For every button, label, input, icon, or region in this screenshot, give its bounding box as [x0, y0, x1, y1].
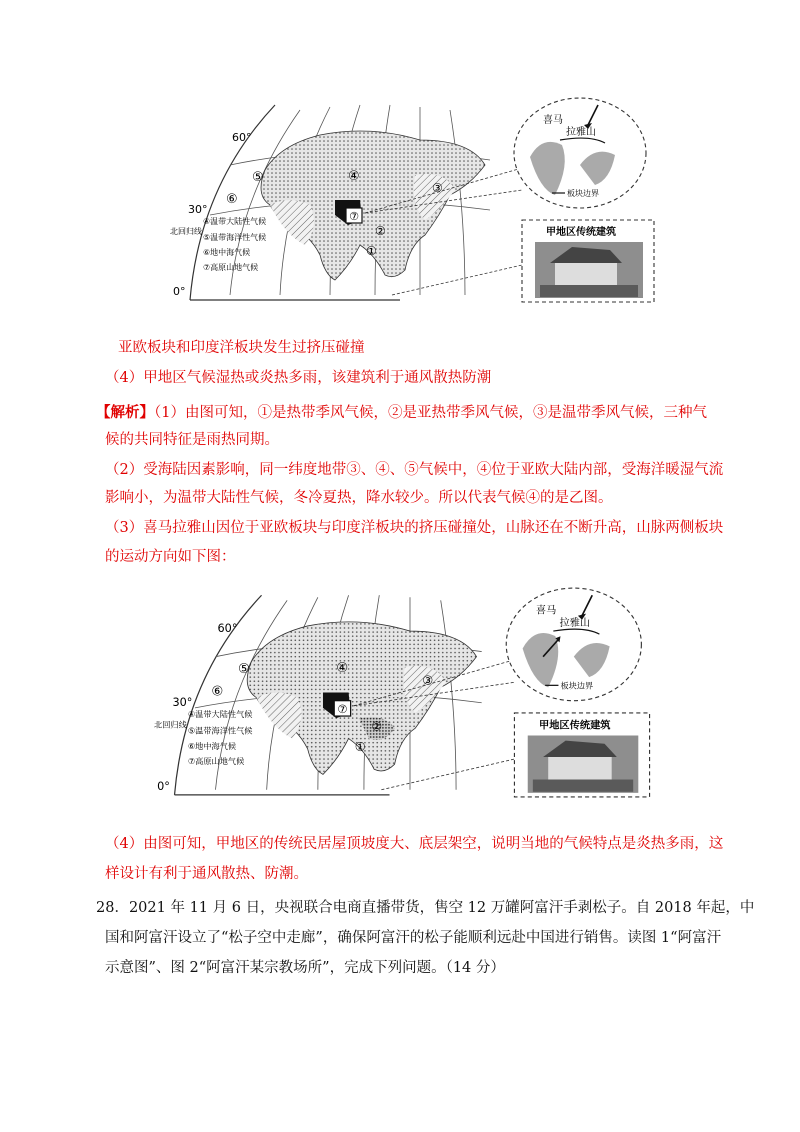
- house-ground-2: [533, 780, 633, 792]
- zone-2-label: ②: [375, 224, 386, 238]
- lat-0-label-2: 0°: [157, 779, 170, 793]
- question-28-line3: 示意图”、图 2“阿富汗某宗教场所”，完成下列问题。（14 分）: [105, 960, 505, 976]
- lat-30-label-2: 30°: [172, 695, 193, 709]
- zone-1-label-2: ①: [354, 739, 366, 754]
- legend-item-6: ⑥地中海气候: [203, 248, 251, 257]
- zone-7-label: ⑦: [349, 210, 359, 223]
- analysis-3a: （3）喜马拉雅山因位于亚欧板块与印度洋板块的挤压碰撞处，山脉还在不断升高，山脉两侧板块: [105, 520, 724, 536]
- legend-item-4-2: ④温带大陆性气候: [187, 709, 253, 720]
- inset-legend-label: 板块边界: [567, 189, 599, 198]
- zone-4-label-2: ④: [336, 661, 349, 677]
- analysis-1a-text: （1）由图可知，①是热带季风气候，②是亚热带季风气候，③是温带季风气候，三种气: [154, 405, 707, 421]
- zone-5-label: ⑤: [252, 170, 264, 185]
- zone-6-label-2: ⑥: [211, 684, 224, 700]
- inset-mountain-label-b: 拉雅山: [566, 127, 596, 138]
- photo-title-2: 甲地区传统建筑: [539, 720, 611, 732]
- eurasia-climate-figure-2: [145, 585, 675, 800]
- western-zone-2: [256, 693, 301, 739]
- lat-60-label-2: 60°: [217, 622, 238, 636]
- analysis-1b: 候的共同特征是雨热同期。: [105, 432, 279, 448]
- zone-7-label-2: ⑦: [337, 702, 348, 716]
- climate-legend: [203, 216, 266, 272]
- house-body-2: [548, 757, 611, 780]
- western-zone: [270, 200, 314, 245]
- house-body: [555, 263, 617, 285]
- figure-svg-2: [145, 585, 675, 800]
- zone-3-label-2: ③: [422, 673, 434, 688]
- figure-svg: [170, 95, 670, 305]
- answer-3-cont: 亚欧板块和印度洋板块发生过挤压碰撞: [118, 340, 365, 356]
- legend-item-5: ⑤温带海洋性气候: [203, 233, 267, 242]
- zone-2-label-2: ②: [371, 719, 383, 734]
- tropic-label-2: 北回归线: [154, 719, 187, 730]
- legend-item-7: ⑦高原山地气候: [203, 263, 259, 272]
- analysis-3b: 的运动方向如下图：: [105, 549, 236, 565]
- question-28-line2: 国和阿富汗设立了“松子空中走廊”，确保阿富汗的松子能顺利远赴中国进行销售。读图 1“阿富汗: [105, 930, 722, 946]
- photo-title: 甲地区传统建筑: [546, 227, 616, 238]
- lat-0-label: 0°: [173, 285, 186, 298]
- legend-item-4: ④温带大陆性气候: [203, 217, 267, 226]
- zone-5-label-2: ⑤: [238, 662, 250, 678]
- zone-3-label: ③: [432, 181, 443, 195]
- tropic-label: 北回归线: [170, 227, 202, 236]
- inset-mountain-label-b-2: 拉雅山: [559, 617, 591, 629]
- eurasia-climate-figure-1: [170, 95, 670, 305]
- inset-mountain-label-a: 喜马: [543, 115, 563, 126]
- analysis-4b: 样设计有利于通风散热、防潮。: [105, 866, 308, 882]
- legend-item-7-2: ⑦高原山地气候: [187, 756, 245, 767]
- analysis-bracket: 【解析】: [96, 404, 154, 421]
- legend-item-5-2: ⑤温带海洋性气候: [187, 725, 253, 736]
- analysis-4a: （4）由图可知，甲地区的传统民居屋顶坡度大、底层架空，说明当地的气候特点是炎热多雨，这: [105, 836, 724, 852]
- zone-4-label: ④: [348, 169, 360, 184]
- answer-4: （4）甲地区气候湿热或炎热多雨，该建筑利于通风散热防潮: [105, 370, 492, 386]
- legend-item-6-2: ⑥地中海气候: [187, 740, 237, 751]
- analysis-2a: （2）受海陆因素影响，同一纬度地带③、④、⑤气候中，④位于亚欧大陆内部，受海洋暖湿气流: [105, 462, 724, 478]
- lat-60-label: 60°: [232, 131, 252, 144]
- analysis-1a: [96, 403, 707, 423]
- house-ground: [540, 285, 638, 297]
- lat-30-label: 30°: [188, 203, 208, 216]
- zone-6-label: ⑥: [226, 192, 238, 207]
- inset-mountain-label-a-2: 喜马: [535, 605, 557, 617]
- analysis-2b: 影响小，为温带大陆性气候，冬冷夏热，降水较少。所以代表气候④的是乙图。: [105, 490, 613, 506]
- question-28-line1: 28．2021 年 11 月 6 日，央视联合电商直播带货，售空 12 万罐阿富汗手剥松子。自 2018 年起，中: [96, 900, 755, 916]
- inset-legend-label-2: 板块边界: [560, 680, 594, 691]
- zone-1-label: ①: [366, 244, 377, 258]
- climate-legend-2: [188, 709, 253, 766]
